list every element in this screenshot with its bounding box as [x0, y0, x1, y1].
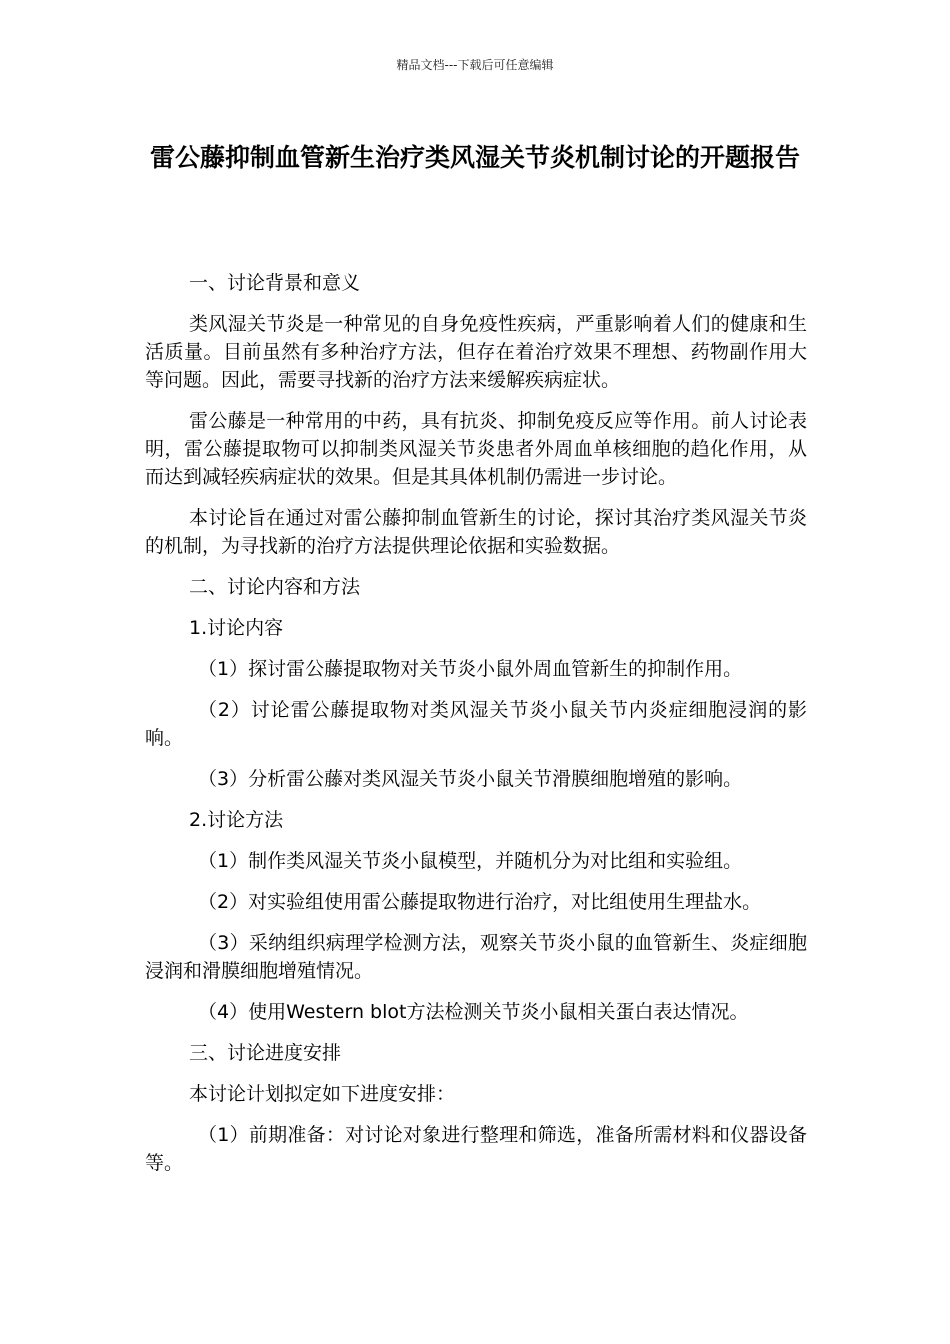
section-heading-schedule: 三、讨论进度安排: [189, 1042, 342, 1064]
schedule-item-1: （1）前期准备：对讨论对象进行整理和筛选，准备所需材料和仪器设备等。: [145, 1124, 807, 1174]
paragraph-background-3: 本讨论旨在通过对雷公藤抑制血管新生的讨论，探讨其治疗类风湿关节炎的机制，为寻找新的治疗方法提供理论依据和实验数据。: [145, 507, 807, 557]
section-heading-content-methods: 二、讨论内容和方法: [189, 576, 361, 598]
paragraph-schedule-intro: 本讨论计划拟定如下进度安排：: [189, 1083, 456, 1105]
method-item-2: （2）对实验组使用雷公藤提取物进行治疗，对比组使用生理盐水。: [198, 891, 762, 913]
method-item-1: （1）制作类风湿关节炎小鼠模型，并随机分为对比组和实验组。: [198, 850, 743, 872]
subheading-content: 1.讨论内容: [189, 617, 284, 639]
subheading-methods: 2.讨论方法: [189, 809, 284, 831]
paragraph-background-2: 雷公藤是一种常用的中药，具有抗炎、抑制免疫反应等作用。前人讨论表明，雷公藤提取物可以抑制类风湿关节炎患者外周血单核细胞的趋化作用，从而达到减轻疾病症状的效果。但是其具体机制仍需进一步讨论。: [145, 410, 807, 488]
header-note: 精品文档---下载后可任意编辑: [396, 58, 554, 72]
document-title: 雷公藤抑制血管新生治疗类风湿关节炎机制讨论的开题报告: [149, 143, 800, 172]
content-item-3: （3）分析雷公藤对类风湿关节炎小鼠关节滑膜细胞增殖的影响。: [198, 768, 743, 790]
content-item-1: （1）探讨雷公藤提取物对关节炎小鼠外周血管新生的抑制作用。: [198, 658, 743, 680]
content-item-2: （2）讨论雷公藤提取物对类风湿关节炎小鼠关节内炎症细胞浸润的影响。: [145, 699, 807, 749]
method-item-3: （3）采纳组织病理学检测方法，观察关节炎小鼠的血管新生、炎症细胞浸润和滑膜细胞增殖情况。: [145, 932, 807, 982]
document-body: [145, 269, 807, 1190]
section-heading-background: 一、讨论背景和意义: [189, 272, 361, 294]
paragraph-background-1: 类风湿关节炎是一种常见的自身免疫性疾病，严重影响着人们的健康和生活质量。目前虽然有多种治疗方法，但存在着治疗效果不理想、药物副作用大等问题。因此，需要寻找新的治疗方法来缓解疾病症状。: [145, 313, 807, 391]
method-item-4: （4）使用Western blot方法检测关节炎小鼠相关蛋白表达情况。: [198, 1001, 749, 1023]
